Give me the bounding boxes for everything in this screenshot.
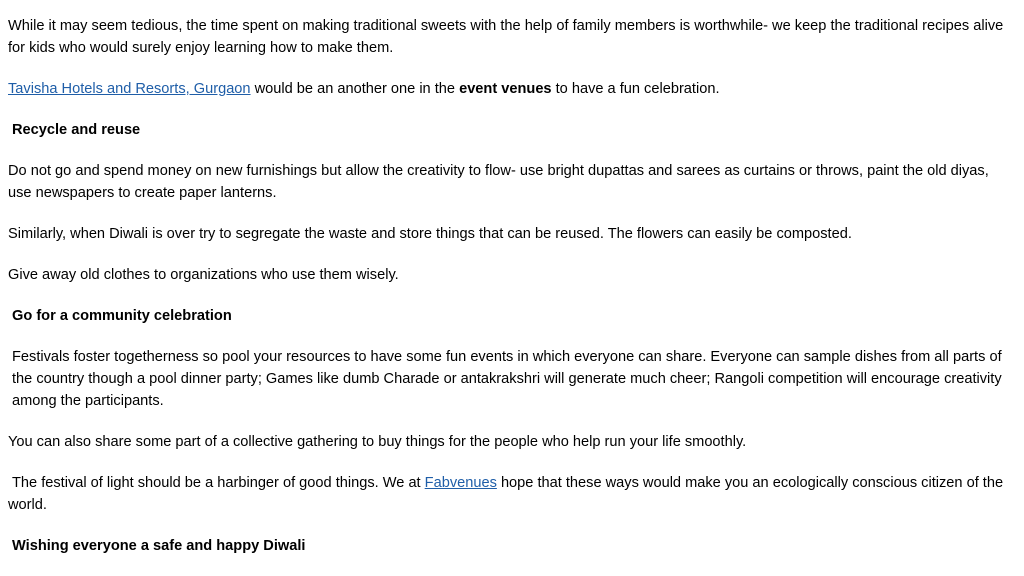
venue-text-before: would be an another one in the <box>250 81 460 97</box>
paragraph-old-clothes: Give away old clothes to organizations who use them wisely. <box>8 267 399 283</box>
festival-text-after: hope that these ways would make you an ecologically conscious citizen of the world. <box>8 475 1004 513</box>
paragraph-collective-gathering: You can also share some part of a collective gathering to buy things for the people who help run your life smoothly. <box>8 434 747 450</box>
venue-text-after: to have a fun celebration. <box>551 81 720 97</box>
paragraph-togetherness: Festivals foster togetherness so pool your resources to have some fun events in which everyone can share. Everyone can sample dishes from all parts of the country though a pool dinner party; Games like dumb Charade or antakrakshri will generate much cheer; Rangoli competition will encourage creativity among the participants. <box>12 349 1002 409</box>
festival-text-before: The festival of light should be a harbinger of good things. We at <box>12 475 425 491</box>
heading-recycle-reuse: Recycle and reuse <box>12 122 141 138</box>
paragraph-festival-of-light <box>8 472 1016 516</box>
heading-wishing-diwali: Wishing everyone a safe and happy Diwali <box>12 538 306 554</box>
paragraph-segregate-waste: Similarly, when Diwali is over try to segregate the waste and store things that can be reused. The flowers can easily be composted. <box>8 226 852 242</box>
fabvenues-link[interactable]: Fabvenues <box>424 475 497 491</box>
paragraph-furnishings: Do not go and spend money on new furnishings but allow the creativity to flow- use bright dupattas and sarees as curtains or throws, paint the old diyas, use newspapers to create paper lanterns. <box>8 163 989 201</box>
tavisha-hotels-link[interactable]: Tavisha Hotels and Resorts, Gurgaon <box>8 81 251 97</box>
heading-community-celebration: Go for a community celebration <box>12 308 232 324</box>
paragraph-tavisha-venue <box>8 78 1016 100</box>
paragraph-traditional-sweets: While it may seem tedious, the time spent on making traditional sweets with the help of family members is worthwhile- we keep the traditional recipes alive for kids who would surely enjoy learning how to make them. <box>8 18 1004 56</box>
event-venues-bold: event venues <box>459 81 552 97</box>
